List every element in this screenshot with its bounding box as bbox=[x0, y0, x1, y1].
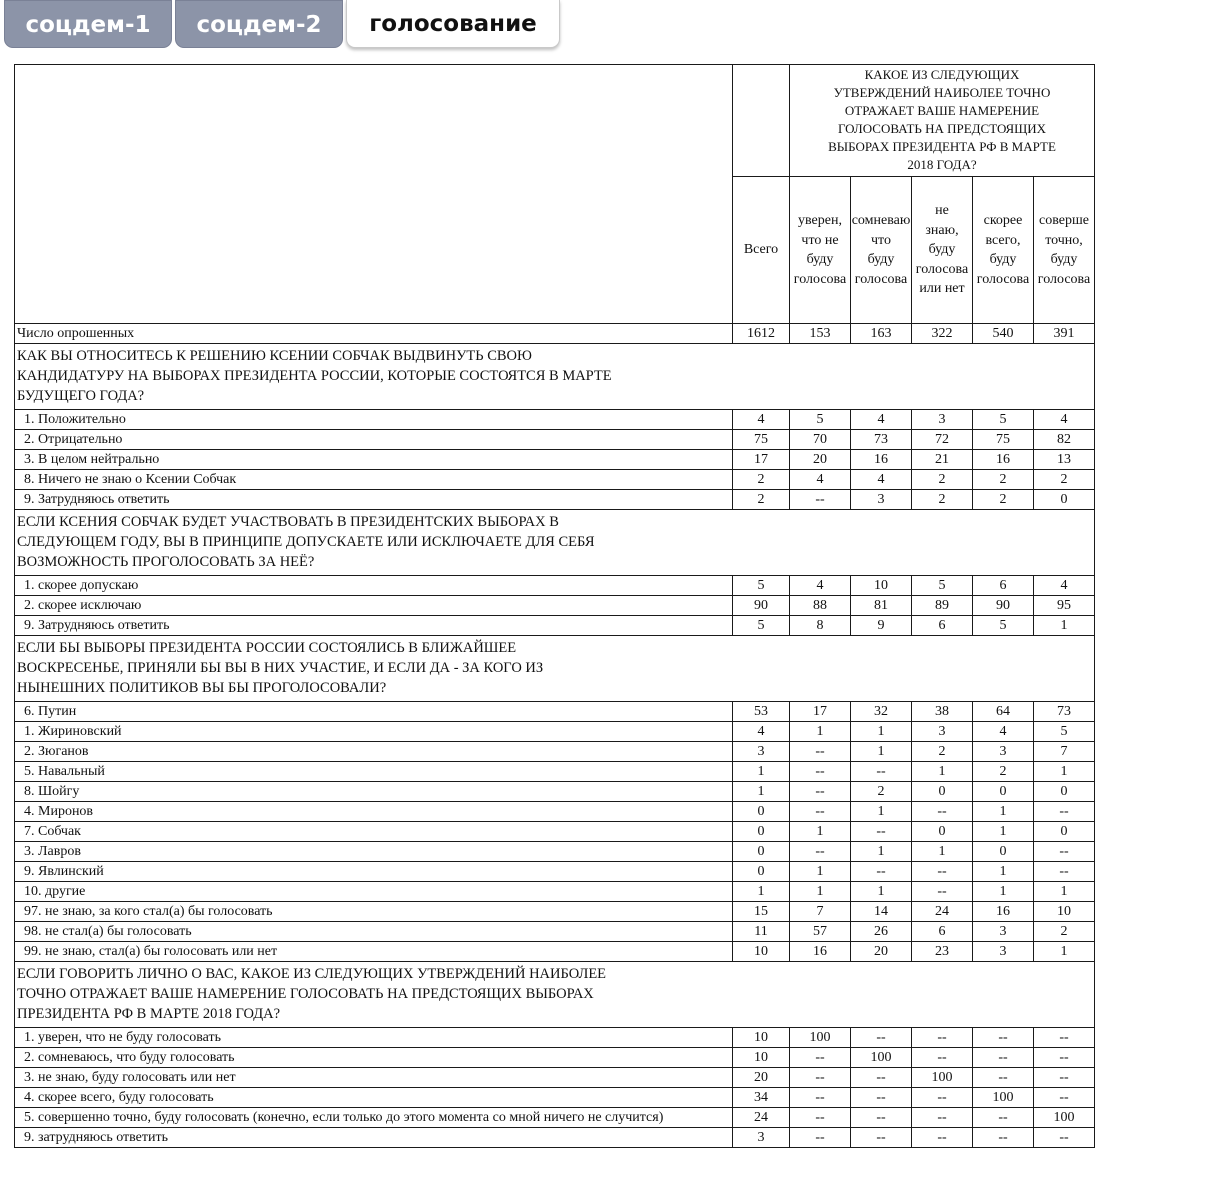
row-label: 3. Лавров bbox=[15, 842, 733, 862]
row-label: 6. Путин bbox=[15, 702, 733, 722]
cell-value: 1 bbox=[973, 862, 1034, 882]
question-text bbox=[17, 964, 677, 1024]
column-header-line: голосова bbox=[1037, 271, 1091, 287]
question-line: ЕСЛИ БЫ ВЫБОРЫ ПРЕЗИДЕНТА РОССИИ СОСТОЯЛИСЬ В БЛИЖАЙШЕЕ bbox=[17, 640, 517, 656]
cell-value: -- bbox=[851, 1108, 912, 1128]
column-header-line: голосова bbox=[793, 271, 847, 287]
question-cell bbox=[15, 510, 1095, 576]
cell-value: 1 bbox=[790, 882, 851, 902]
cell-value: 6 bbox=[912, 616, 973, 636]
cell-value: -- bbox=[912, 802, 973, 822]
column-header-line: буду bbox=[928, 242, 956, 258]
cell-value: 72 bbox=[912, 430, 973, 450]
cell-value: -- bbox=[790, 1088, 851, 1108]
column-header-line: уверен, bbox=[798, 213, 842, 228]
cell-value: 100 bbox=[851, 1048, 912, 1068]
cell-value: 100 bbox=[790, 1028, 851, 1048]
cell-value: 11 bbox=[733, 922, 790, 942]
cell-value: -- bbox=[1034, 802, 1095, 822]
cell-value: 10 bbox=[733, 1028, 790, 1048]
group-header-line: УТВЕРЖДЕНИЙ НАИБОЛЕЕ ТОЧНО bbox=[833, 85, 1051, 100]
cell-value: 4 bbox=[790, 470, 851, 490]
cell-value: 10 bbox=[733, 942, 790, 962]
column-header bbox=[973, 177, 1034, 324]
column-header bbox=[912, 177, 973, 324]
header-row-group bbox=[15, 65, 1095, 177]
question-row bbox=[15, 636, 1095, 702]
cell-value: 0 bbox=[733, 862, 790, 882]
cell-value: 1 bbox=[790, 862, 851, 882]
column-header-line: скорее bbox=[983, 213, 1023, 228]
column-header bbox=[1034, 177, 1095, 324]
cell-value: 5 bbox=[912, 576, 973, 596]
row-label: 97. не знаю, за кого стал(а) бы голосовать bbox=[15, 902, 733, 922]
question-text bbox=[17, 346, 677, 406]
column-header-line: или нет bbox=[919, 281, 965, 297]
table-row bbox=[15, 802, 1095, 822]
cell-value: -- bbox=[851, 1128, 912, 1148]
tab-bar bbox=[0, 0, 1226, 52]
table-row bbox=[15, 942, 1095, 962]
row-label: 9. затрудняюсь ответить bbox=[15, 1128, 733, 1148]
cell-value: -- bbox=[851, 862, 912, 882]
question-cell bbox=[15, 962, 1095, 1028]
question-cell bbox=[15, 636, 1095, 702]
cell-value: 2 bbox=[973, 762, 1034, 782]
table-row bbox=[15, 742, 1095, 762]
table-row bbox=[15, 1088, 1095, 1108]
cell-value: 2 bbox=[1034, 470, 1095, 490]
cell-value: -- bbox=[790, 1048, 851, 1068]
table-row bbox=[15, 782, 1095, 802]
cell-value: 1 bbox=[851, 742, 912, 762]
cell-value: 90 bbox=[973, 596, 1034, 616]
question-line: ЕСЛИ ГОВОРИТЬ ЛИЧНО О ВАС, КАКОЕ ИЗ СЛЕДУЮЩИХ УТВЕРЖДЕНИЙ НАИБОЛЕЕ bbox=[17, 966, 607, 982]
table-row bbox=[15, 902, 1095, 922]
header-corner bbox=[15, 65, 733, 324]
column-header bbox=[851, 177, 912, 324]
cell-value: -- bbox=[1034, 1088, 1095, 1108]
cell-value: 163 bbox=[851, 324, 912, 344]
table-row bbox=[15, 450, 1095, 470]
cell-value: 75 bbox=[973, 430, 1034, 450]
cell-value: -- bbox=[790, 782, 851, 802]
cell-value: 2 bbox=[912, 742, 973, 762]
cell-value: 17 bbox=[733, 450, 790, 470]
cell-value: 4 bbox=[851, 410, 912, 430]
cell-value: 1 bbox=[1034, 762, 1095, 782]
row-label: 3. В целом нейтрально bbox=[15, 450, 733, 470]
row-label: 98. не стал(а) бы голосовать bbox=[15, 922, 733, 942]
cell-value: -- bbox=[912, 1108, 973, 1128]
cell-value: 7 bbox=[1034, 742, 1095, 762]
column-header-line: соверше bbox=[1039, 213, 1089, 228]
column-header-line: сомневаю bbox=[851, 213, 911, 228]
cell-value: 1 bbox=[733, 882, 790, 902]
table-row bbox=[15, 1048, 1095, 1068]
cell-value: 17 bbox=[790, 702, 851, 722]
table-row bbox=[15, 576, 1095, 596]
cell-value: -- bbox=[973, 1028, 1034, 1048]
table-row bbox=[15, 430, 1095, 450]
group-header-line: ОТРАЖАЕТ ВАШЕ НАМЕРЕНИЕ bbox=[844, 103, 1040, 118]
cell-value: -- bbox=[1034, 842, 1095, 862]
row-label: 4. Миронов bbox=[15, 802, 733, 822]
cell-value: 2 bbox=[912, 470, 973, 490]
cell-value: 70 bbox=[790, 430, 851, 450]
cell-value: 3 bbox=[912, 722, 973, 742]
cell-value: 1 bbox=[851, 722, 912, 742]
cell-value: 4 bbox=[973, 722, 1034, 742]
row-label: 1. скорее допускаю bbox=[15, 576, 733, 596]
question-cell bbox=[15, 344, 1095, 410]
cell-value: 5 bbox=[733, 576, 790, 596]
cell-value: 16 bbox=[851, 450, 912, 470]
row-label: 1. Положительно bbox=[15, 410, 733, 430]
group-header-line: КАКОЕ ИЗ СЛЕДУЮЩИХ bbox=[864, 67, 1020, 82]
cell-value: -- bbox=[1034, 1128, 1095, 1148]
cell-value: 8 bbox=[790, 616, 851, 636]
cell-value: 20 bbox=[790, 450, 851, 470]
cell-value: 0 bbox=[912, 822, 973, 842]
column-header-line: что не bbox=[801, 232, 839, 248]
question-line: КАНДИДАТУРУ НА ВЫБОРАХ ПРЕЗИДЕНТА РОССИИ, КОТОРЫЕ СОСТОЯТСЯ В МАРТЕ bbox=[17, 368, 612, 384]
row-label: 2. Зюганов bbox=[15, 742, 733, 762]
cell-value: 1 bbox=[790, 822, 851, 842]
cell-value: 2 bbox=[912, 490, 973, 510]
cell-value: 26 bbox=[851, 922, 912, 942]
cell-value: 540 bbox=[973, 324, 1034, 344]
cell-value: 21 bbox=[912, 450, 973, 470]
cell-value: -- bbox=[973, 1108, 1034, 1128]
cell-value: 90 bbox=[733, 596, 790, 616]
cell-value: 16 bbox=[973, 450, 1034, 470]
table-row bbox=[15, 1068, 1095, 1088]
question-line: ВОСКРЕСЕНЬЕ, ПРИНЯЛИ БЫ ВЫ В НИХ УЧАСТИЕ, И ЕСЛИ ДА - ЗА КОГО ИЗ bbox=[17, 660, 544, 676]
cell-value: 89 bbox=[912, 596, 973, 616]
table-row bbox=[15, 842, 1095, 862]
cell-value: 6 bbox=[912, 922, 973, 942]
cell-value: 3 bbox=[973, 942, 1034, 962]
cell-value: -- bbox=[851, 1068, 912, 1088]
cell-value: 34 bbox=[733, 1088, 790, 1108]
cell-value: -- bbox=[912, 1128, 973, 1148]
question-line: ВОЗМОЖНОСТЬ ПРОГОЛОСОВАТЬ ЗА НЕЁ? bbox=[17, 554, 315, 570]
column-header-line: что bbox=[871, 232, 891, 248]
cell-value: -- bbox=[973, 1068, 1034, 1088]
column-header-line: буду bbox=[989, 252, 1017, 267]
cell-value: 73 bbox=[1034, 702, 1095, 722]
cell-value: -- bbox=[912, 862, 973, 882]
cell-value: 73 bbox=[851, 430, 912, 450]
cell-value: 5 bbox=[790, 410, 851, 430]
row-label: 2. Отрицательно bbox=[15, 430, 733, 450]
cell-value: 10 bbox=[851, 576, 912, 596]
cell-value: 0 bbox=[912, 782, 973, 802]
group-header-line: 2018 ГОДА? bbox=[907, 157, 977, 172]
cell-value: 1 bbox=[851, 802, 912, 822]
question-line: КАК ВЫ ОТНОСИТЕСЬ К РЕШЕНИЮ КСЕНИИ СОБЧАК ВЫДВИНУТЬ СВОЮ bbox=[17, 348, 532, 364]
cell-value: -- bbox=[790, 490, 851, 510]
cell-value: 2 bbox=[733, 470, 790, 490]
cell-value: 3 bbox=[973, 742, 1034, 762]
cell-value: 4 bbox=[1034, 576, 1095, 596]
cell-value: 1 bbox=[973, 882, 1034, 902]
cell-value: 3 bbox=[851, 490, 912, 510]
cell-value: -- bbox=[912, 882, 973, 902]
column-header-line: голосова bbox=[976, 271, 1030, 287]
row-label: 10. другие bbox=[15, 882, 733, 902]
question-line: ПРЕЗИДЕНТА РФ В МАРТЕ 2018 ГОДА? bbox=[17, 1006, 281, 1022]
cell-value: 1 bbox=[973, 802, 1034, 822]
cell-value: 88 bbox=[790, 596, 851, 616]
cell-value: 100 bbox=[1034, 1108, 1095, 1128]
cell-value: 4 bbox=[851, 470, 912, 490]
cell-value: 10 bbox=[733, 1048, 790, 1068]
cell-value: -- bbox=[790, 1108, 851, 1128]
cell-value: 5 bbox=[973, 616, 1034, 636]
cell-value: -- bbox=[790, 1068, 851, 1088]
cell-value: 24 bbox=[912, 902, 973, 922]
table-row bbox=[15, 722, 1095, 742]
row-label: 8. Шойгу bbox=[15, 782, 733, 802]
cell-value: 0 bbox=[973, 842, 1034, 862]
row-label: 4. скорее всего, буду голосовать bbox=[15, 1088, 733, 1108]
cell-value: 0 bbox=[733, 842, 790, 862]
cell-value: 2 bbox=[1034, 922, 1095, 942]
cell-value: 16 bbox=[973, 902, 1034, 922]
table-row bbox=[15, 470, 1095, 490]
header-spacer bbox=[733, 65, 790, 177]
cell-value: 0 bbox=[973, 782, 1034, 802]
column-header-line: всего, bbox=[985, 232, 1021, 248]
cell-value: 0 bbox=[1034, 822, 1095, 842]
table-row bbox=[15, 702, 1095, 722]
question-text bbox=[17, 512, 677, 572]
question-line: ТОЧНО ОТРАЖАЕТ ВАШЕ НАМЕРЕНИЕ ГОЛОСОВАТЬ НА ПРЕДСТОЯЩИХ ВЫБОРАХ bbox=[17, 986, 594, 1002]
table-row bbox=[15, 1028, 1095, 1048]
cell-value: -- bbox=[1034, 1028, 1095, 1048]
cell-value: 3 bbox=[973, 922, 1034, 942]
cell-value: -- bbox=[851, 1028, 912, 1048]
cell-value: 5 bbox=[733, 616, 790, 636]
row-label: 5. Навальный bbox=[15, 762, 733, 782]
cell-value: 16 bbox=[790, 942, 851, 962]
cell-value: 20 bbox=[851, 942, 912, 962]
tab-socdem-2[interactable]: соцдем-2 bbox=[175, 0, 343, 48]
table-row bbox=[15, 410, 1095, 430]
table-row bbox=[15, 762, 1095, 782]
cell-value: -- bbox=[790, 1128, 851, 1148]
crosstab-table bbox=[14, 64, 1095, 1148]
tab-socdem-1[interactable]: соцдем-1 bbox=[4, 0, 172, 48]
question-text bbox=[17, 638, 677, 698]
table-row bbox=[15, 862, 1095, 882]
cell-value: -- bbox=[851, 822, 912, 842]
cell-value: 0 bbox=[733, 822, 790, 842]
cell-value: -- bbox=[973, 1128, 1034, 1148]
row-label: 9. Затрудняюсь ответить bbox=[15, 616, 733, 636]
cell-value: 4 bbox=[733, 410, 790, 430]
cell-value: 1 bbox=[790, 722, 851, 742]
cell-value: -- bbox=[912, 1028, 973, 1048]
cell-value: 23 bbox=[912, 942, 973, 962]
cell-value: 1 bbox=[1034, 882, 1095, 902]
column-header-line: голосова bbox=[854, 271, 908, 287]
cell-value: -- bbox=[912, 1088, 973, 1108]
row-label: 5. совершенно точно, буду голосовать (конечно, если только до этого момента со мной ничего не случится) bbox=[15, 1108, 733, 1128]
cell-value: -- bbox=[1034, 862, 1095, 882]
cell-value: 6 bbox=[973, 576, 1034, 596]
table-row bbox=[15, 616, 1095, 636]
cell-value: 15 bbox=[733, 902, 790, 922]
table-row bbox=[15, 922, 1095, 942]
column-header-line: буду bbox=[806, 252, 834, 267]
cell-value: 64 bbox=[973, 702, 1034, 722]
column-header-line: точно, bbox=[1045, 232, 1083, 248]
cell-value: -- bbox=[851, 762, 912, 782]
cell-value: -- bbox=[790, 802, 851, 822]
cell-value: 32 bbox=[851, 702, 912, 722]
row-label: 3. не знаю, буду голосовать или нет bbox=[15, 1068, 733, 1088]
table-row bbox=[15, 596, 1095, 616]
group-header bbox=[790, 65, 1095, 177]
cell-value: 38 bbox=[912, 702, 973, 722]
cell-value: 81 bbox=[851, 596, 912, 616]
column-header bbox=[733, 177, 790, 324]
column-header-line: голосова bbox=[915, 261, 969, 277]
cell-value: -- bbox=[973, 1048, 1034, 1068]
cell-value: -- bbox=[912, 1048, 973, 1068]
cell-value: 1 bbox=[1034, 616, 1095, 636]
cell-value: 2 bbox=[851, 782, 912, 802]
table-row bbox=[15, 1108, 1095, 1128]
question-row bbox=[15, 344, 1095, 410]
cell-value: 2 bbox=[733, 490, 790, 510]
cell-value: 95 bbox=[1034, 596, 1095, 616]
cell-value: -- bbox=[790, 762, 851, 782]
column-header-line: буду bbox=[1050, 252, 1078, 267]
column-header-line: не bbox=[935, 203, 949, 219]
cell-value: 24 bbox=[733, 1108, 790, 1128]
cell-value: 1 bbox=[733, 782, 790, 802]
cell-value: 3 bbox=[733, 1128, 790, 1148]
cell-value: 0 bbox=[1034, 782, 1095, 802]
cell-value: 1 bbox=[912, 762, 973, 782]
cell-value: 100 bbox=[973, 1088, 1034, 1108]
cell-value: 3 bbox=[733, 742, 790, 762]
cell-value: -- bbox=[790, 842, 851, 862]
cell-value: 1 bbox=[912, 842, 973, 862]
cell-value: 5 bbox=[1034, 722, 1095, 742]
cell-value: 2 bbox=[973, 490, 1034, 510]
cell-value: 57 bbox=[790, 922, 851, 942]
column-header-line: знаю, bbox=[925, 222, 959, 238]
row-label: Число опрошенных bbox=[15, 324, 733, 344]
question-line: СЛЕДУЮЩЕМ ГОДУ, ВЫ В ПРИНЦИПЕ ДОПУСКАЕТЕ ИЛИ ИСКЛЮЧАЕТЕ ДЛЯ СЕБЯ bbox=[17, 534, 595, 550]
tab-voting[interactable]: голосование bbox=[346, 0, 560, 48]
table-row bbox=[15, 1128, 1095, 1148]
cell-value: 3 bbox=[912, 410, 973, 430]
cell-value: 13 bbox=[1034, 450, 1095, 470]
row-label: 1. уверен, что не буду голосовать bbox=[15, 1028, 733, 1048]
column-header-line: буду bbox=[867, 252, 895, 267]
cell-value: 82 bbox=[1034, 430, 1095, 450]
cell-value: -- bbox=[1034, 1048, 1095, 1068]
table-row bbox=[15, 490, 1095, 510]
group-header-line: ГОЛОСОВАТЬ НА ПРЕДСТОЯЩИХ bbox=[837, 121, 1047, 136]
cell-value: 1 bbox=[1034, 942, 1095, 962]
cell-value: 1 bbox=[851, 842, 912, 862]
question-line: БУДУЩЕГО ГОДА? bbox=[17, 388, 145, 404]
cell-value: 4 bbox=[1034, 410, 1095, 430]
respondents-row bbox=[15, 324, 1095, 344]
cell-value: 1 bbox=[851, 882, 912, 902]
cell-value: -- bbox=[851, 1088, 912, 1108]
cell-value: 14 bbox=[851, 902, 912, 922]
question-row bbox=[15, 510, 1095, 576]
cell-value: 0 bbox=[1034, 490, 1095, 510]
cell-value: 4 bbox=[733, 722, 790, 742]
question-line: НЫНЕШНИХ ПОЛИТИКОВ ВЫ БЫ ПРОГОЛОСОВАЛИ? bbox=[17, 680, 387, 696]
row-label: 9. Затрудняюсь ответить bbox=[15, 490, 733, 510]
cell-value: 20 bbox=[733, 1068, 790, 1088]
table-row bbox=[15, 882, 1095, 902]
cell-value: 5 bbox=[973, 410, 1034, 430]
cell-value: 1 bbox=[973, 822, 1034, 842]
column-header bbox=[790, 177, 851, 324]
cell-value: 322 bbox=[912, 324, 973, 344]
cell-value: 100 bbox=[912, 1068, 973, 1088]
cell-value: 75 bbox=[733, 430, 790, 450]
row-label: 8. Ничего не знаю о Ксении Собчак bbox=[15, 470, 733, 490]
cell-value: 153 bbox=[790, 324, 851, 344]
cell-value: 10 bbox=[1034, 902, 1095, 922]
cell-value: 4 bbox=[790, 576, 851, 596]
row-label: 99. не знаю, стал(а) бы голосовать или нет bbox=[15, 942, 733, 962]
cell-value: 7 bbox=[790, 902, 851, 922]
cell-value: 9 bbox=[851, 616, 912, 636]
row-label: 2. сомневаюсь, что буду голосовать bbox=[15, 1048, 733, 1068]
cell-value: -- bbox=[790, 742, 851, 762]
cell-value: 391 bbox=[1034, 324, 1095, 344]
column-header-line: Всего bbox=[743, 242, 779, 258]
table-row bbox=[15, 822, 1095, 842]
cell-value: 1612 bbox=[733, 324, 790, 344]
row-label: 9. Явлинский bbox=[15, 862, 733, 882]
question-line: ЕСЛИ КСЕНИЯ СОБЧАК БУДЕТ УЧАСТВОВАТЬ В ПРЕЗИДЕНТСКИХ ВЫБОРАХ В bbox=[17, 514, 559, 530]
cell-value: 1 bbox=[733, 762, 790, 782]
cell-value: 0 bbox=[733, 802, 790, 822]
row-label: 1. Жириновский bbox=[15, 722, 733, 742]
cell-value: -- bbox=[1034, 1068, 1095, 1088]
cell-value: 2 bbox=[973, 470, 1034, 490]
row-label: 2. скорее исключаю bbox=[15, 596, 733, 616]
row-label: 7. Собчак bbox=[15, 822, 733, 842]
question-row bbox=[15, 962, 1095, 1028]
cell-value: 53 bbox=[733, 702, 790, 722]
group-header-line: ВЫБОРАХ ПРЕЗИДЕНТА РФ В МАРТЕ bbox=[828, 139, 1056, 154]
